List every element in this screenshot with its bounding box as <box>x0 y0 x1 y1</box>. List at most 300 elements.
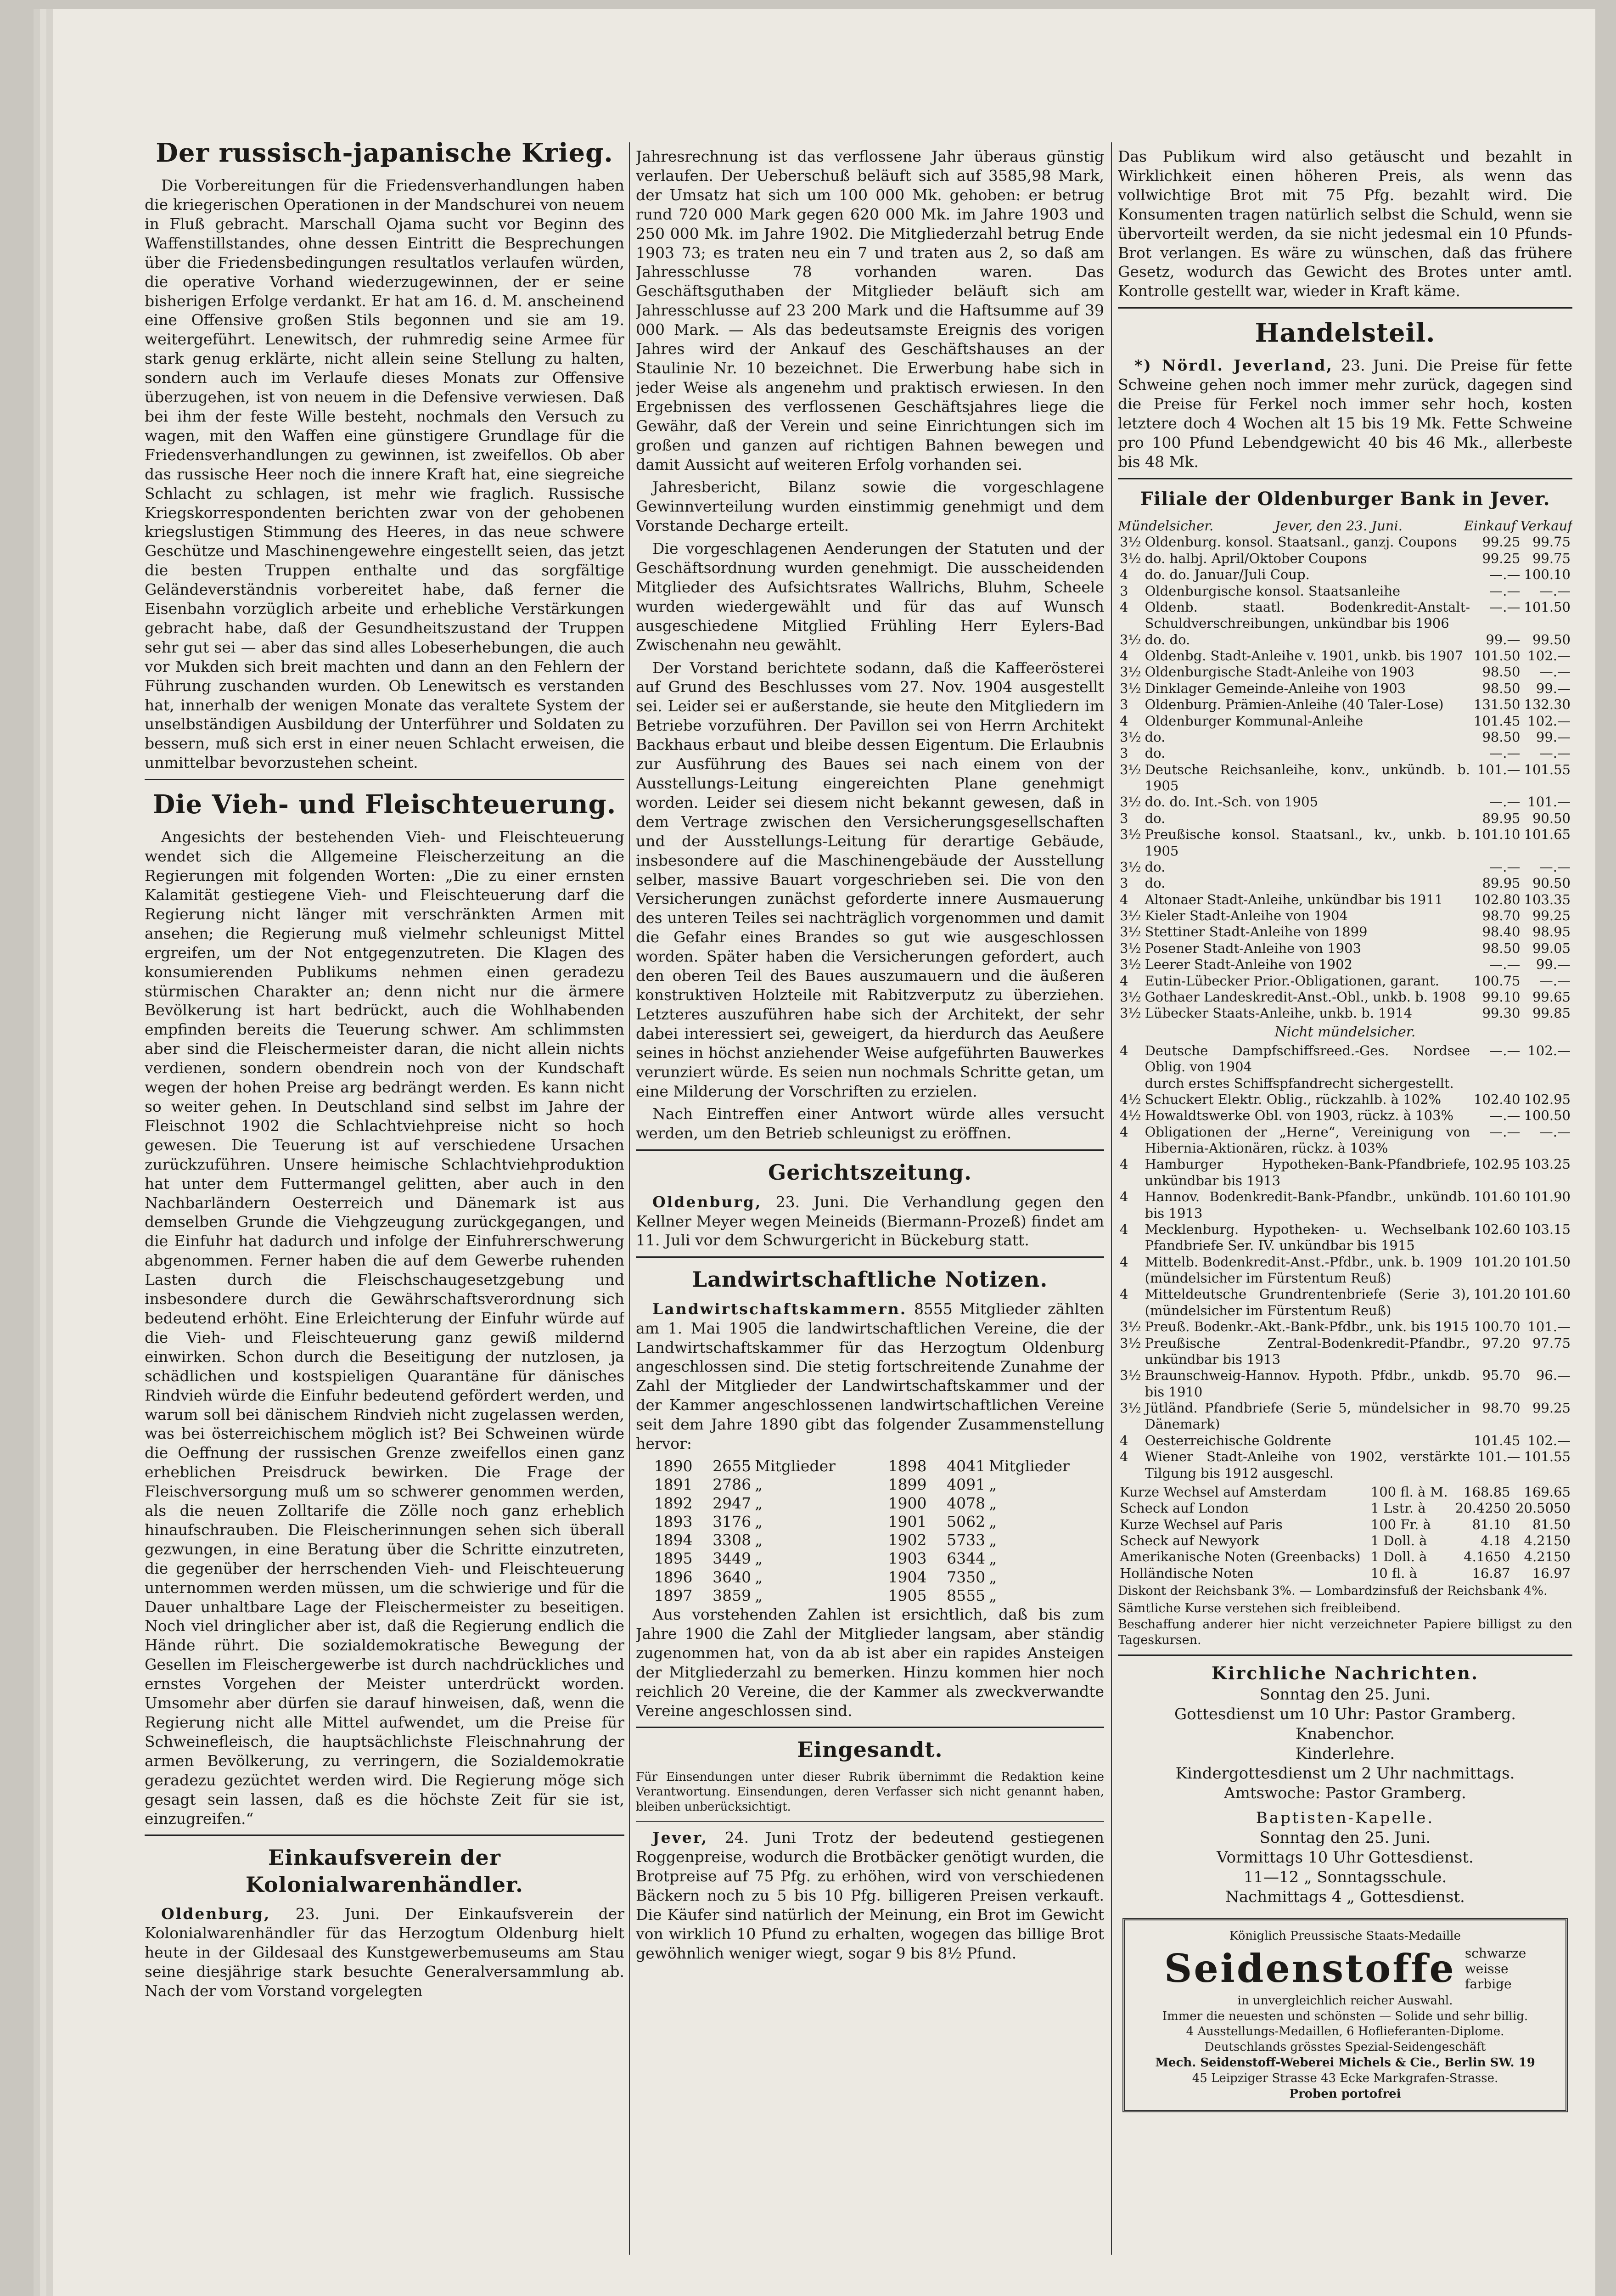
count-cell: 4078 <box>947 1494 986 1512</box>
meat-headline: Die Vieh- und Fleischteuerung. <box>152 789 617 820</box>
sell-cell: 102.— <box>1527 648 1571 664</box>
table-row <box>1118 924 1572 940</box>
security-cell: durch erstes Schiffspfandrecht sichergestellt. <box>1145 1075 1454 1091</box>
verein-cont-4: Der Vorstand berichtete sodann, daß die Kaffeerösterei auf Grund des Beschlusses vom 27. Nov. 1904 ausgestellt sei. Leider sei er außerstande, sie heute den Mitgliedern im Betriebe vorzuführen. Der Pavillon sei von Herrn Architekt Backhaus erbaut und bleibe dessen Eigentum. Die Erlaubnis zur Ausführung des Baues sei nach einem von der Ausstellungs-Leitung eingereichten Plane genehmigt worden. Leider sei diesem nicht bekannt gewesen, daß in dem Vertrage zwischen den Versicherungsgesellschaften und der Ausstellungs-Leitung für derartige Gebäude, insbesondere auf die Maschinengebäude der Ausstellung selber, massive Bauart vorgeschrieben sei. Die von den Versicherungen zunächst geforderte innere Ausmauerung des unteren Teiles sei nachträglich vorgenommen und damit die Gefahr eines Brandes so gut wie ausgeschlossen worden. Später haben die Versicherungen gefordert, auch den oberen Teil des Baues auszumauern und die äußeren konstruktiven Holzteile mit Rabitzverputz zu überziehen. Letzteres auszuführen habe sich der Architekt, der sehr dabei interessiert sei, geweigert, da hierdurch das Aeußere seines in höchst anziehender Weise aufgeführten Bauwerkes verunziert würde. Es seien nun nochmals Schritte getan, um eine Milderung der Vorschriften zu erzielen. <box>636 658 1104 1100</box>
church-line: Sonntag den 25. Juni. <box>1259 1828 1431 1847</box>
silk-advertisement <box>1122 1918 1568 2112</box>
column-3 <box>1118 147 1572 2278</box>
buy-cell: —.— <box>1489 583 1521 599</box>
buy-cell: 102.95 <box>1474 1156 1521 1172</box>
table-row <box>1118 1108 1572 1124</box>
divider <box>636 1256 1104 1258</box>
buy-cell: 89.95 <box>1482 875 1521 891</box>
buy-cell: 98.50 <box>1482 664 1521 680</box>
table-row <box>1118 1549 1572 1565</box>
bank-date: Jever, den 23. Juni. <box>1275 518 1403 534</box>
rate-cell: 3½ <box>1120 550 1141 566</box>
church-line: Knabenchor. <box>1295 1724 1395 1743</box>
table-row <box>1118 697 1572 713</box>
rate-cell: 3½ <box>1120 859 1141 875</box>
security-cell: do. <box>1145 875 1166 891</box>
sell-cell: 101.50 <box>1524 599 1571 615</box>
label-cell: „ <box>755 1531 763 1549</box>
security-cell: Leerer Stadt-Anleihe von 1902 <box>1145 957 1353 973</box>
rate-cell: 4 <box>1120 973 1128 989</box>
year-cell: 1900 <box>888 1494 927 1512</box>
security-cell: Gothaer Landeskredit-Anst.-Obl., unkb. b. 1908 <box>1145 989 1466 1005</box>
security-cell: do. halbj. April/Oktober Coupons <box>1145 550 1367 566</box>
buy-cell: —.— <box>1489 1108 1521 1124</box>
buy-cell: 101.— <box>1477 1449 1521 1465</box>
court-body: 23. Juni. Die Verhandlung gegen den Kellner Meyer wegen Meineids (Biermann-Prozeß) findet am 11. Juli vor dem Schwurgericht in Bückeburg statt. <box>636 1193 1104 1249</box>
buy-cell: 81.10 <box>1472 1516 1510 1532</box>
count-cell: 3859 <box>713 1586 752 1604</box>
agri-text-2: Aus vorstehenden Zahlen ist ersichtlich, daß bis zum Jahre 1900 die Zahl der Mitglieder langsam, aber ständig zugenommen hat, von da ab ist aber ein rapides Ansteigen der Mitgliederzahl zu bemerken. Hinzu kommen hier noch reichlich 20 Vereine, die der Kammer als zweckverwandte Vereine angeschlossen sind. <box>636 1605 1104 1720</box>
sell-cell: 102.95 <box>1524 1091 1571 1107</box>
sell-cell: 103.15 <box>1524 1221 1571 1237</box>
church-line: Kindergottesdienst um 2 Uhr nachmittags. <box>1175 1764 1515 1783</box>
church-line: 11—12 „ Sonntagsschule. <box>1243 1868 1447 1887</box>
table-row <box>1118 1005 1572 1021</box>
buy-cell: 97.20 <box>1482 1335 1521 1351</box>
rate-cell: 4 <box>1120 648 1128 664</box>
sell-cell: 99.05 <box>1532 940 1571 956</box>
security-cell: Mecklenburg. Hypotheken- u. Wechselbank Pfandbriefe Ser. IV. unkündbar bis 1915 <box>1145 1221 1470 1254</box>
table-row <box>1118 1270 1572 1286</box>
rate-cell: 3½ <box>1120 924 1141 940</box>
trade-text <box>1118 356 1572 471</box>
ad-line: Deutschlands grösstes Spezial-Seidengeschäft <box>1204 2040 1486 2054</box>
rate-cell: Kurze Wechsel auf Paris <box>1120 1516 1283 1532</box>
count-cell: 2786 <box>713 1475 752 1494</box>
table-row <box>1118 745 1572 761</box>
sell-cell: 98.95 <box>1532 924 1571 940</box>
bank-subheading: Nicht mündelsicher. <box>1274 1024 1416 1040</box>
divider <box>1118 307 1572 309</box>
trade-lead: *) Nördl. Jeverland, <box>1134 356 1333 375</box>
ad-brand: Seidenstoffe <box>1164 1946 1456 1992</box>
rate-cell: 4 <box>1120 891 1128 907</box>
label-cell: „ <box>989 1475 997 1494</box>
rate-cell: 3½ <box>1120 534 1141 550</box>
sell-cell: 101.60 <box>1524 1286 1571 1302</box>
church-line: Nachmittags 4 „ Gottesdienst. <box>1225 1888 1465 1907</box>
rate-cell: 3½ <box>1120 1400 1141 1416</box>
church-line: Baptisten-Kapelle. <box>1256 1808 1435 1827</box>
security-cell: Kieler Stadt-Anleihe von 1904 <box>1145 908 1348 924</box>
sell-cell: 99.25 <box>1532 1400 1571 1416</box>
table-row <box>1118 989 1572 1005</box>
buy-cell: 16.87 <box>1472 1565 1510 1581</box>
security-cell: Jütländ. Pfandbriefe (Serie 5, mündelsicher in Dänemark) <box>1145 1400 1470 1432</box>
security-cell: Altonaer Stadt-Anleihe, unkündbar bis 1911 <box>1145 891 1443 907</box>
verein-cont-2: Jahresbericht, Bilanz sowie die vorgeschlagene Gewinnverteilung wurden einstimmig genehmigt und dem Vorstande Decharge erteilt. <box>636 478 1104 535</box>
year-cell: 1897 <box>654 1586 693 1604</box>
table-row <box>636 1513 1104 1531</box>
security-cell: do. <box>1145 729 1166 745</box>
buy-cell: —.— <box>1489 859 1521 875</box>
agri-body: 8555 Mitglieder zählten am 1. Mai 1905 die landwirtschaftlichen Vereine, die der Landwirtschaftskammer für das Herzogtum Oldenburg angeschlossen sind. Die stetig fortschreitende Zunahme der Zahl der Mitglieder der Landwirtschaftskammer und der der Kammer angeschlossenen landwirtschaftlichen Vereine seit dem Jahre 1890 gibt das folgender Zusammenstellung hervor: <box>636 1300 1104 1453</box>
security-cell: Wiener Stadt-Anleihe von 1902, verstärkte Tilgung bis 1912 ausgeschl. <box>1145 1449 1470 1481</box>
sell-cell: —.— <box>1539 745 1571 761</box>
rate-cell: 4 <box>1120 1254 1128 1270</box>
security-cell: 1 Lstr. à <box>1370 1500 1426 1516</box>
trade-body: 23. Juni. Die Preise für fette Schweine gehen noch immer mehr zurück, dagegen sind die Preise für Ferkel noch immer sehr hoch, kosten letztere doch 4 Wochen alt 15 bis 19 Mk. Fette Schweine pro 100 Pfund Lebendgewicht 40 bis 46 Mk., allerbeste bis 48 Mk. <box>1118 356 1572 471</box>
sell-cell: 100.50 <box>1524 1108 1571 1124</box>
buy-cell: 100.70 <box>1474 1319 1521 1335</box>
agri-headline: Landwirtschaftliche Notizen. <box>692 1267 1048 1292</box>
sell-cell: 20.5050 <box>1515 1500 1571 1516</box>
sent-headline: Eingesandt. <box>797 1737 943 1762</box>
sell-cell: 81.50 <box>1532 1516 1571 1532</box>
divider <box>145 779 624 780</box>
verein-body: 23. Juni. Der Einkaufsverein der Kolonialwarenhändler für das Herzogtum Oldenburg hielt heute in der Gildesaal des Kunstgewerbemuseums am Stau seine diesjährige stark besuchte Generalversammlung ab. Nach der vom Vorstand vorgelegten <box>145 1905 624 2000</box>
buy-cell: 95.70 <box>1482 1367 1521 1384</box>
table-row <box>1118 1433 1572 1449</box>
sell-cell: 101.— <box>1527 1319 1571 1335</box>
agri-lead: Landwirtschaftskammern. <box>652 1300 907 1318</box>
table-row <box>1118 632 1572 648</box>
bank-col-buy: Einkauf <box>1464 518 1516 534</box>
label-cell: „ <box>755 1512 763 1531</box>
church-notices <box>1118 1662 1572 1907</box>
table-row <box>1118 1319 1572 1335</box>
church-line: Gottesdienst um 10 Uhr: Pastor Gramberg. <box>1174 1705 1516 1723</box>
rate-cell: 4 <box>1120 567 1128 583</box>
table-row <box>636 1475 1104 1494</box>
security-cell: Mitteldeutsche Grundrentenbriefe (Serie 3), (mündelsicher im Fürstentum Reuß) <box>1145 1286 1470 1318</box>
verein-cont-1: Jahresrechnung ist das verflossene Jahr überaus günstig verlaufen. Der Ueberschuß beläuft sich auf 3585,98 Mark, der Umsatz hat sich um 100 000 Mk. gehoben: er betrug rund 720 000 Mark gegen 620 000 Mk. im Jahre 1903 und 250 000 Mk. im Jahre 1902. Die Mitgliederzahl betrug Ende 1903 73; es traten neu ein 7 und traten aus 2, so daß am Jahresschlusse 78 vorhanden waren. Das Geschäftsguthaben der Mitglieder beläuft sich am Jahresschlusse auf 23 200 Mark und die Haftsumme auf 39 000 Mark. — Als das bedeutsamste Ereignis des vorigen Jahres wird der Ankauf des Geschäftshauses an der Staulinie Nr. 10 bezeichnet. Die Erwerbung habe sich in jeder Weise als angenehm und praktisch erwiesen. In den Ergebnissen des verflossenen Geschäftsjahres liege die Gewähr, daß der Verein und seine Einrichtungen sich im großen und ganzen auf richtigen Bahnen bewegen und damit Aussicht auf weiteren Erfolg vorhanden sei. <box>636 147 1104 473</box>
sent-note: Für Einsendungen unter dieser Rubrik übernimmt die Redaktion keine Verantwortung. Einsendungen, deren Verfasser sich nicht genannt haben, bleiben unberücksichtigt. <box>636 1770 1104 1814</box>
year-cell: 1891 <box>654 1475 693 1494</box>
buy-cell: —.— <box>1489 599 1521 615</box>
table-row <box>636 1568 1104 1587</box>
table-row <box>1118 583 1572 599</box>
table-row <box>1118 892 1572 908</box>
buy-cell: 101.20 <box>1474 1286 1521 1302</box>
church-headline: Kirchliche Nachrichten. <box>1211 1663 1479 1684</box>
security-cell: 1 Doll. à <box>1370 1533 1427 1549</box>
table-row <box>1118 1189 1572 1221</box>
count-cell: 2947 <box>713 1494 752 1512</box>
court-lead: Oldenburg, <box>652 1193 762 1211</box>
buy-cell: 100.75 <box>1474 973 1521 989</box>
security-cell: (mündelsicher im Fürstentum Reuß) <box>1145 1270 1392 1286</box>
count-cell: 3308 <box>713 1531 752 1549</box>
buy-cell: 98.50 <box>1482 940 1521 956</box>
rate-cell: 3½ <box>1120 1319 1141 1335</box>
ad-top: Königlich Preussische Staats-Medaille <box>1229 1929 1461 1943</box>
table-row <box>1118 648 1572 664</box>
table-row <box>1118 1533 1572 1549</box>
table-row <box>1118 1156 1572 1189</box>
sell-cell: 101.65 <box>1524 827 1571 843</box>
security-cell: Oldenburg. konsol. Staatsanl., ganzj. Coupons <box>1145 534 1457 550</box>
buy-cell: —.— <box>1489 794 1521 810</box>
buy-cell: —.— <box>1489 567 1521 583</box>
table-row <box>1118 567 1572 583</box>
church-line: Kinderlehre. <box>1295 1745 1395 1763</box>
security-cell: Oldenburg. Prämien-Anleihe (40 Taler-Lose) <box>1145 697 1444 713</box>
sell-cell: 103.25 <box>1524 1156 1571 1172</box>
sell-cell: 90.50 <box>1532 810 1571 826</box>
buy-cell: 99.10 <box>1482 989 1521 1005</box>
table-row <box>1118 1254 1572 1270</box>
sell-cell: 99.85 <box>1532 1005 1571 1021</box>
rate-cell: 3½ <box>1120 940 1141 956</box>
buy-cell: 102.40 <box>1474 1091 1521 1107</box>
table-row <box>636 1549 1104 1568</box>
column-rule <box>629 142 630 2255</box>
verein-headline: Einkaufsverein der Kolonialwarenhändler. <box>246 1845 523 1897</box>
bank-note-2: Beschaffung anderer hier nicht verzeichneter Papiere billigst zu den Tageskursen. <box>1118 1617 1572 1647</box>
buy-cell: 101.20 <box>1474 1254 1521 1270</box>
table-row <box>1118 827 1572 859</box>
sell-cell: 99.— <box>1536 957 1571 973</box>
members-table <box>636 1457 1104 1605</box>
rate-cell: 4 <box>1120 1042 1128 1058</box>
rate-cell: 4 <box>1120 1124 1128 1140</box>
rate-cell: 3 <box>1120 875 1128 891</box>
table-row <box>1118 1124 1572 1157</box>
year-cell: 1899 <box>888 1475 927 1494</box>
buy-cell <box>1472 1075 1522 1092</box>
table-row <box>1118 1335 1572 1368</box>
label-cell: „ <box>989 1586 997 1604</box>
buy-cell <box>1472 1270 1522 1286</box>
sent-continued: Das Publikum wird also getäuscht und bezahlt in Wirklichkeit einen höheren Preis, als wenn das vollwichtige Brot mit 75 Pfg. bezahlt wird. Die Konsumenten tragen natürlich selbst die Schuld, wenn sie übervorteilt werden, da sie nicht jedesmal ein 10 Pfunds-Brot verlangen. Es wäre zu wünschen, daß das frühere Gesetz, wodurch das Gewicht des Brotes unter amtl. Kontrolle gestellt war, wieder in Kraft käme. <box>1118 147 1572 300</box>
rate-cell: 3½ <box>1120 1335 1141 1351</box>
year-cell: 1890 <box>654 1457 693 1475</box>
security-cell: do. <box>1145 810 1166 826</box>
rate-cell: 4 <box>1120 1449 1128 1465</box>
sent-lead: Jever, <box>652 1829 708 1847</box>
label-cell: „ <box>989 1494 997 1512</box>
security-cell: Schuckert Elektr. Oblig., rückzahlb. à 102% <box>1145 1091 1442 1107</box>
buy-cell: 4.18 <box>1481 1533 1510 1549</box>
security-cell: Mittelb. Bodenkredit-Anst.-Pfdbr., unk. b. 1909 <box>1145 1254 1463 1270</box>
table-row <box>1118 1092 1572 1108</box>
year-cell: 1902 <box>888 1531 927 1549</box>
year-cell: 1901 <box>888 1512 927 1531</box>
count-cell: 5733 <box>947 1531 986 1549</box>
count-cell: 6344 <box>947 1549 986 1568</box>
year-cell: 1894 <box>654 1531 693 1549</box>
table-row <box>1118 1500 1572 1516</box>
security-cell: do. <box>1145 745 1166 761</box>
buy-cell: 99.30 <box>1482 1005 1521 1021</box>
divider <box>636 1727 1104 1728</box>
security-cell: Oldenb. staatl. Bodenkredit-Anstalt-Schuldverschreibungen, unkündbar bis 1906 <box>1145 599 1470 631</box>
buy-cell: 98.50 <box>1482 729 1521 745</box>
table-row <box>1118 664 1572 680</box>
table-row <box>1118 875 1572 891</box>
verein-cont-3: Die vorgeschlagenen Aenderungen der Statuten und der Geschäftsordnung wurden genehmigt. Die ausscheidenden Mitglieder des Aufsichtsrates Wallrichs, Bluhm, Scheele wurden wiedergewählt und für das auf Wunsch ausgeschiedene Mitglied Frühling Herr Eylers-Bad Zwischenahn neu gewählt. <box>636 540 1104 654</box>
security-cell: Lübecker Staats-Anleihe, unkb. b. 1914 <box>1145 1005 1413 1021</box>
sent-text <box>636 1828 1104 1963</box>
table-row <box>1118 940 1572 957</box>
trade-headline: Handelsteil. <box>1255 318 1436 349</box>
sell-cell: 102.— <box>1527 713 1571 729</box>
security-cell: Dinklager Gemeinde-Anleihe von 1903 <box>1145 680 1406 696</box>
label-cell: „ <box>989 1568 997 1586</box>
count-cell: 4091 <box>947 1475 986 1494</box>
label-cell: „ <box>755 1586 763 1604</box>
sell-cell: 99.75 <box>1532 550 1571 566</box>
security-cell: Eutin-Lübecker Prior.-Obligationen, garant. <box>1145 973 1439 989</box>
security-cell: Obligationen der „Herne“, Vereinigung von Hibernia-Aktionären, rückz. à 103% <box>1145 1124 1470 1156</box>
security-cell: 10 fl. à <box>1370 1565 1417 1581</box>
rate-cell: 4 <box>1120 713 1128 729</box>
bank-col-sell: Verkauf <box>1520 518 1572 534</box>
table-row <box>636 1494 1104 1513</box>
verein-lead: Oldenburg, <box>161 1905 271 1923</box>
ad-side: schwarze <box>1464 1946 1526 1961</box>
sell-cell: 4.2150 <box>1524 1549 1571 1565</box>
bank-table-3 <box>1118 1484 1572 1581</box>
sell-cell: 101.55 <box>1524 761 1571 777</box>
security-cell: Posener Stadt-Anleihe von 1903 <box>1145 940 1362 956</box>
table-row <box>1118 729 1572 745</box>
sell-cell: —.— <box>1539 664 1571 680</box>
table-row <box>1118 957 1572 973</box>
bank-headline: Filiale der Oldenburger Bank in Jever. <box>1140 488 1550 510</box>
table-row <box>1118 810 1572 827</box>
ad-line: Immer die neuesten und schönsten — Solide und sehr billig. <box>1162 2009 1528 2023</box>
buy-cell: —.— <box>1489 957 1521 973</box>
table-row <box>636 1531 1104 1549</box>
count-cell: 3176 <box>713 1512 752 1531</box>
verein-text <box>145 1904 624 2001</box>
rate-cell: 3½ <box>1120 729 1141 745</box>
security-cell: Stettiner Stadt-Anleihe von 1899 <box>1145 924 1368 940</box>
sell-cell <box>1522 1075 1572 1092</box>
label-cell: „ <box>989 1549 997 1568</box>
count-cell: 8555 <box>947 1586 986 1604</box>
rate-cell: 3½ <box>1120 908 1141 924</box>
security-cell: Braunschweig-Hannov. Hypoth. Pfdbr., unkdb. bis 1910 <box>1145 1367 1470 1400</box>
table-row <box>1118 1221 1572 1254</box>
ad-line: 45 Leipziger Strasse 43 Ecke Markgrafen-Strasse. <box>1192 2071 1498 2085</box>
year-cell: 1905 <box>888 1586 927 1604</box>
table-row <box>1118 551 1572 567</box>
table-row <box>1118 908 1572 924</box>
count-cell: 4041 <box>947 1457 986 1475</box>
ad-line: in unvergleichlich reicher Auswahl. <box>1237 1993 1453 2008</box>
rate-cell: 4 <box>1120 1286 1128 1302</box>
security-cell: do. <box>1145 859 1166 875</box>
security-cell: Oldenburgische konsol. Staatsanleihe <box>1145 583 1401 599</box>
security-cell: do. do. <box>1145 631 1190 647</box>
buy-cell: —.— <box>1489 745 1521 761</box>
label-cell: „ <box>755 1568 763 1586</box>
court-text <box>636 1193 1104 1250</box>
buy-cell: 101.— <box>1477 761 1521 777</box>
rate-cell: 3½ <box>1120 680 1141 696</box>
buy-cell: 98.50 <box>1482 680 1521 696</box>
church-line: Sonntag den 25. Juni. <box>1259 1685 1431 1704</box>
rate-cell: 3 <box>1120 745 1128 761</box>
church-line: Amtswoche: Pastor Gramberg. <box>1224 1784 1466 1803</box>
count-cell: 2655 <box>713 1457 752 1475</box>
bank-col-name: Mündelsicher. <box>1118 518 1214 534</box>
sent-body: 24. Juni Trotz der bedeutend gestiegenen Roggenpreise, wodurch die Brotbäcker genötigt wurden, die Brotpreise auf 75 Pfg. zu erhöhen, wird von verschiedenen Bäckern noch zu 5 bis 10 Pfg. billigeren Preisen verkauft. Die Käufer sind natürlich der Meinung, ein Brot im Gewicht von wirklich 10 Pfund zu erhalten, wogegen das billige Brot gewöhnlich weniger wiegt, sogar 9 bis 8½ Pfund. <box>636 1829 1104 1962</box>
buy-cell: 101.45 <box>1474 713 1521 729</box>
year-cell: 1892 <box>654 1494 693 1512</box>
sell-cell: —.— <box>1539 583 1571 599</box>
security-cell: Oldenburgische Stadt-Anleihe von 1903 <box>1145 664 1414 680</box>
rate-cell: Kurze Wechsel auf Amsterdam <box>1120 1484 1327 1500</box>
war-text: Die Vorbereitungen für die Friedensverhandlungen haben die kriegerischen Operationen in der Mandschurei von neuem in Fluß gebracht. Marschall Ojama sucht vor Beginn des Waffenstillstandes, ohne dessen Eintritt die Besprechungen über die Friedensbedingungen resultatlos verlaufen würden, die operative Vorhand wiederzugewinnen, der er seine bisherigen Erfolge verdankt. Er hat am 16. d. M. anscheinend eine Offensive großen Stils begonnen und sie am 19. weitergeführt. Lenewitsch, der ruhmredig seine Armee für stark genug erklärte, nicht allein seine Stellung zu halten, sondern auch im Verlaufe dieses Monats zur Offensive überzugehen, ist von neuem in die Defensive verwiesen. Daß bei ihm der feste Wille besteht, nochmals den Versuch zu wagen, mit den Waffen eine günstigere Grundlage für die Friedensverhandlungen zu gewinnen, ist zweifellos. Ob aber das russische Heer noch die innere Kraft hat, eine siegreiche Schlacht zu schlagen, ist mehr wie fraglich. Russische Kriegskorrespondenten berichten zwar von der gehobenen kriegslustigen Stimmung des Heeres, in das neue schwere Geschütze und Maschinengewehre eingestellt seien, das jetzt die besten Truppen enthalte und das sorgfältige Geländeverständnis vorbereitet habe, daß ferner die Eisenbahn vorzüglich arbeite und erhebliche Verstärkungen gebracht habe, daß der Gesundheitszustand der Truppen sehr gut sei — aber das sind alles Lobeserhebungen, die auch vor Mukden sich breit machten und dann an den Fehlern der Führung zuschanden wurden. Ob Lenewitsch es verstanden hat, innerhalb der wenigen Monate das veraltete System der unselbständigen Ausbildung der Unterführer und Soldaten zu bessern, muß sich erst in einer neuen Schlacht erweisen, die unmittelbar bevorzustehen scheint. <box>145 176 624 772</box>
buy-cell: —.— <box>1489 1124 1521 1140</box>
rate-cell: 3½ <box>1120 827 1141 843</box>
rate-cell: 3½ <box>1120 794 1141 810</box>
buy-cell: 98.40 <box>1482 924 1521 940</box>
rate-cell: Holländische Noten <box>1120 1565 1254 1581</box>
court-headline: Gerichtszeitung. <box>768 1160 972 1185</box>
rate-cell <box>1118 1270 1143 1286</box>
security-cell: Oesterreichische Goldrente <box>1145 1432 1331 1448</box>
buy-cell: —.— <box>1489 1042 1521 1058</box>
sell-cell: 99.25 <box>1532 908 1571 924</box>
rate-cell: 4 <box>1120 1189 1128 1205</box>
label-cell: „ <box>755 1494 763 1512</box>
label-cell: „ <box>755 1549 763 1568</box>
buy-cell: 102.60 <box>1474 1221 1521 1237</box>
sell-cell: 101.— <box>1527 794 1571 810</box>
sell-cell: 99.— <box>1536 680 1571 696</box>
rate-cell: 3½ <box>1120 631 1141 647</box>
sell-cell: —.— <box>1539 1124 1571 1140</box>
security-cell: 100 fl. à M. <box>1370 1484 1448 1500</box>
buy-cell: 101.45 <box>1474 1432 1521 1448</box>
security-cell: do. do. Int.-Sch. von 1905 <box>1145 794 1319 810</box>
sell-cell: 103.35 <box>1524 891 1571 907</box>
column-2 <box>636 147 1104 2278</box>
label-cell: Mitglieder <box>989 1457 1070 1475</box>
count-cell: 3449 <box>713 1549 752 1568</box>
table-row <box>1118 681 1572 697</box>
sell-cell: 132.30 <box>1524 697 1571 713</box>
rate-cell: 4 <box>1120 1432 1128 1448</box>
meat-text: Angesichts der bestehenden Vieh- und Fleischteuerung wendet sich die Allgemeine Fleischerzeitung an die Regierungen mit folgenden Worten: „Die zu einer ernsten Kalamität gestiegene Vieh- und Fleischteuerung darf die Regierung nicht länger mit verschränkten Armen mit ansehen; die Regierung muß vielmehr schleunigst Mittel ergreifen, um der Not entgegenzutreten. Die Klagen des konsumierenden Publikums nehmen einen geradezu stürmischen Charakter an; denn nicht nur die ärmere Bevölkerung ist hart bedrückt, auch die Wohlhabenden empfinden bereits die Teuerung schwer. Am schlimmsten aber sind die Fleischermeister daran, die nicht allein nichts verdienen, sondern obendrein noch von der Kundschaft wegen der hohen Preise arg bedrängt werden. Es kann nicht so weiter gehen. In Deutschland sind selbst im Jahre der Fleischnot 1902 die Schlachtviehpreise nicht so hoch gewesen. Die Teuerung ist auf verschiedene Ursachen zurückzuführen. Unsere heimische Schlachtviehproduktion hat unter dem Futtermangel gelitten, aber auch in den Nachbarländern Oesterreich und Dänemark ist aus demselben Grunde die Viehgzeugung zurückgegangen, und die Einfuhr hat dadurch und infolge der Einfuhrerschwerung abgenommen. Ferner haben die auf dem Gewerbe ruhenden Lasten durch die Fleischschaugesetzgebung und insbesondere durch die Gewährschaftsverordnung sich bedeutend erhöht. Eine Erleichterung der Einfuhr würde auf die Vieh- und Fleischteuerung ganz gewiß mildernd einwirken. Schon durch die Beseitigung der nutzlosen, ja schädlichen und kostspieligen Quarantäne für dänisches Rindvieh würde die Einfuhr bedeutend gefördert werden, und warum soll bei dänischem Rindvieh nicht zugelassen werden, was bei österreichischem möglich ist? Bei Schweinen würde die Oeffnung der russischen Grenze zweifellos einen ganz erheblichen Preisdruck bewirken. Die Frage der Fleischversorgung muß um so schwerer genommen werden, als die neuen Zolltarife die Zölle noch ganz erheblich hinaufschrauben. Die Fleischerinnungen sehen sich überall gezwungen, in eine Beratung über die Schritte einzutreten, die gegenüber der herrschenden Vieh- und Fleischteuerung unternommen werden müssen, um die schwierige und für die Dauer unhaltbare Lage der Fleischermeister zu beseitigen. Noch viel dringlicher aber ist, daß die Regierung endlich die Hände rührt. Die sozialdemokratische Bewegung der Gesellen im Fleischergewerbe ist durch nachdrückliches und ernstes Vorgehen der Meister unterdrückt worden. Umsomehr aber dürfen sie darauf hinweisen, daß, wenn die Regierung nicht alle Mittel aufwendet, um die Preise für Schweinefleisch, die hauptsächlichste Fleischnahrung der armen Bevölkerung, zu verringern, die Sozialdemokratie geradezu gezüchtet werden wird. Die Regierung möge sich gesagt sein lassen, daß es die höchste Zeit für sie ist, einzugreifen.“ <box>145 828 624 1828</box>
sell-cell: 169.65 <box>1524 1484 1571 1500</box>
sell-cell: 4.2150 <box>1524 1533 1571 1549</box>
table-row <box>1118 1565 1572 1581</box>
year-cell: 1893 <box>654 1512 693 1531</box>
table-row <box>1118 762 1572 794</box>
security-cell: Oldenbg. Stadt-Anleihe v. 1901, unkb. bis 1907 <box>1145 648 1464 664</box>
table-row <box>636 1587 1104 1605</box>
label-cell: „ <box>989 1531 997 1549</box>
security-cell: Preußische konsol. Staatsanl., kv., unkb. b. 1905 <box>1145 827 1470 859</box>
buy-cell: 99.— <box>1486 631 1521 647</box>
label-cell: Mitglieder <box>755 1457 836 1475</box>
security-cell: do. do. Januar/Juli Coup. <box>1145 567 1310 583</box>
rate-cell: 3½ <box>1120 1367 1141 1384</box>
sell-cell: 96.— <box>1536 1367 1571 1384</box>
rate-cell: 3½ <box>1120 664 1141 680</box>
table-row <box>1118 1449 1572 1481</box>
sell-cell <box>1522 1270 1572 1286</box>
buy-cell: 98.70 <box>1482 1400 1521 1416</box>
table-row <box>1118 1367 1572 1400</box>
column-rule <box>1111 142 1112 2255</box>
table-row <box>636 1457 1104 1475</box>
sell-cell: 99.— <box>1536 729 1571 745</box>
rate-cell: 3½ <box>1120 1005 1141 1021</box>
year-cell: 1898 <box>888 1457 927 1475</box>
